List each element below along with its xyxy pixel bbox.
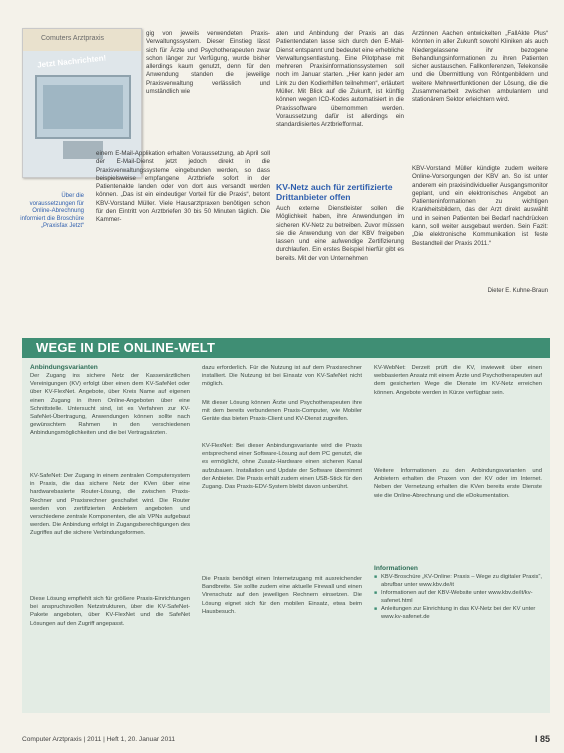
- box-column-b: [202, 364, 362, 698]
- monitor-illustration: [35, 75, 131, 139]
- info-box: [22, 358, 550, 713]
- box-paragraph: Der Zugang ins sichere Netz der Kassenärztlichen Vereinigungen (KV) erfolgt über einen dem KV-SafeNet oder über KV-FlexNet. Angebote, über Kreis Name auf eigenen einen Zugang in ihren Online-Angeboten über eine Schnittstelle. Untersucht sind, ist es Verfahren zur KV-SafeNet-Übertragung, Anwendungen können sollte nach gewünschtem Rahmen in den verschiedenen Anbindungsmöglichkeiten und die bei Vertragsärzten.: [30, 373, 190, 437]
- article-column-1: [146, 30, 270, 136]
- article-paragraph: Auch externe Dienstleister sollen die Möglichkeit haben, ihre Anwendungen im sicheren KV-Netz zu betreiben. Zuvor müssen sie die Anwendung von der KBV freigeben lassen und eine aufwendige Zertifizierung durchlaufen. Ein erstes Beispiel hierfür gibt es bereits. Mit der von Unternehmen: [276, 205, 404, 262]
- image-caption: Über die voraussetzungen für Online-Abrechnung informiert die Broschüre „Praxisfax Jetzt“: [20, 193, 84, 230]
- article-subheading: KV-Netz auch für zertifizierte Drittanbieter offen: [276, 182, 393, 202]
- box-paragraph: KV-WebNet: Derzeit prüft die KV, inwieweit über einen webbasierten Ansatz mit einem Ärzte und Psychotherapeuten auf dem gesicherten Wege die Dienste im KV-Netz erreichen können. Angebote werden in Kürze verfügbar sein.: [374, 365, 542, 396]
- box-column-c: [374, 364, 542, 621]
- article-column-3: [412, 30, 548, 294]
- article-column-2: [276, 30, 404, 300]
- article-paragraph: einem E-Mail-Applikation erhalten Voraussetzung, ab April soll der E-Mail-Dienst jetzt jedoch direkt in die Praxisverwaltungssysteme eingebunden werden, so dass beispielsweise empfangene Arztbriefe sofort in der Patientenakte landen oder von dort aus versandt werden können. „Das ist ein eindeutiger Vorteil für die Praxis“, betont KBV-Vorstand Müller. Viele Hausarztpraxen benötigen schon für den Eintritt von Arztbriefen 30 bis 50 Minuten täglich. Die Kammer-: [96, 150, 270, 224]
- info-bullet: ■ Anleitungen zur Einrichtung in das KV-Netz bei der KV unter www.kv-safenet.de: [374, 605, 542, 621]
- article-paragraph: KBV-Vorstand Müller kündigte zudem weitere Online-Vorsorgungen der KBV an. So ist unter anderem ein praxisindividueller Ausgangsmonitor geplant, und ein elektronisches Angebot an Patienteninformationen zu wichtigen Krankheitsbildern, das der Arzt direkt auswählt und in seinen Patienten bei Bedarf nachdrücken kann, soll weiter ausgebaut werden. Sein Fazit: „Die elektronische Kommunikation ist feste Bestandteil der Praxis 2011.“: [412, 165, 548, 247]
- article-column-1-lower: [96, 150, 270, 331]
- box-column-a: [30, 364, 190, 688]
- info-bullet: ■ Informationen auf der KBV-Website unter www.kbv.de/it/kv-safenet.html: [374, 589, 542, 605]
- box-paragraph: Diese Lösung empfiehlt sich für größere Praxis-Einrichtungen bei anspruchsvollen Netzstrukturen, über die KV-SafeNet-Pakete angeboten, über KV-FlexNet und die SafeNet Lösungen auf den Zugriff angepasst.: [30, 596, 190, 627]
- page-footer: [22, 736, 550, 743]
- box-paragraph: Die Praxis benötigt einen Internetzugang mit ausreichender Bandbreite. Sie sollte zudem eine aktuelle Firewall und einen Virenschutz auf den jeweiligen Rechnern einsetzen. Die Lösung eignet sich für den mobilen Einsatz, etwa beim Hausbesuch.: [202, 576, 362, 615]
- page-number: I 85: [534, 734, 550, 744]
- box-paragraph: KV-SafeNet: Der Zugang in einem zentralen Computersystem in Praxis, die das sichere Netz der KVen über eine hardwarebasierte Router-Lösung, die zwischen Praxis-Rechner und Praxisrechner geschaltet wird. Die Router werden von zertifizierten Anbietern angeboten und verschiedene zentrale Komponenten, die als VPNs aufgebaut werden. Die Anbindung erfolgt in Zugangsberechtigungen des Zugriffes auf die sichere Verbindungsformen.: [30, 473, 190, 537]
- box-heading: Anbindungsvarianten: [30, 364, 98, 371]
- box-paragraph: KV-FlexNet: Bei dieser Anbindungsvariante wird die Praxis entsprechend einer Software-Lösung auf dem PC genutzt, die es ermöglicht, ohne Zusatz-Hardware einen sicheren Kanal aufzubauen. Installation und Update der Software übernimmt der Anbieter. Die Praxis erhält zudem einen USB-Stick für den Zugang. Das Praxis-EDV-System bleibt davon unberührt.: [202, 443, 362, 491]
- box-paragraph: dazu erforderlich. Für die Nutzung ist auf dem Praxisrechner installiert. Die Nutzung ist bei Einsatz von KV-SafeNet nicht möglich.: [202, 365, 362, 388]
- info-heading: Informationen: [374, 565, 418, 572]
- author-name: Dieter E. Kuhne-Braun: [487, 288, 548, 294]
- cover-brand: Comuters Arztpraxis: [41, 35, 105, 42]
- box-paragraph: Weitere Informationen zu den Anbindungsvarianten und Anbietern erhalten die Praxen von der KV oder im Internet. Neben der Vernetzung erhalten die KVen bereits erste Dienste wie die Online-Abrechnung und die eDokumentation.: [374, 468, 542, 499]
- box-paragraph: Mit dieser Lösung können Ärzte und Psychotherapeuten ihre mit dem bereits verbundenen Praxis-Computer, wie Mobiler Geräte das bieten Praxis-Client und KV-Dienst zugreifen.: [202, 400, 362, 423]
- box-title-banner: WEGE IN DIE ONLINE-WELT: [22, 338, 550, 358]
- article-paragraph: gig von jeweils verwendeten Praxis-Verwaltungssystem. Dieser Einstieg lässt sich für Ärzte und Psychotherapeuten zwar schon länger zur Verfügung, wurde bisher allerdings kaum genutzt, denn für den Anwendung standen die jeweilige Praxisverwaltung verlässlich und umständlich wie: [146, 30, 270, 96]
- article-paragraph: aten und Anbindung der Praxis an das Patientendaten lasse sich durch den E-Mail-Dienst entspannt und bedeutet eine erhebliche Verwaltungsentlastung. Eine Pilotphase mit mehreren Praxisinformationssystemen soll noch im Januar starten. „Hier kann jeder am Link zu den Kodierhilfen teilnehmen“, erläutert Müller. Mit Blick auf die Zukunft, ist künftig können wegen ICD-Kodes automatisiert in die Praxissoftware übernommen werden. Voraussetzung dafür ist allerdings ein standardisiertes Arztbriefformat.: [276, 30, 404, 129]
- author-credit: [412, 288, 548, 294]
- info-bullet: ■ KBV-Broschüre „KV-Online: Praxis – Wege zu digitaler Praxis“, abrufbar unter www.kbv.de/it: [374, 573, 542, 589]
- article-paragraph: Ärztinnen Aachen entwickelten „FallAkte Plus“ könnten in aller Zukunft sowohl Kliniken als auch Niedergelassene ihr bezogene Behandlungsinformationen zu ihren Patienten sicher austauschen. Fallkonferenzen, Telekonsile und die Übermittlung von Röntgenbildern und weitere Mehrwertfunktionen der Lösung, die die Zusammenarbeit zwischen ambulantem und stationärem Sektor erleichtern wird.: [412, 30, 548, 104]
- footer-publication: Computer Arztpraxis | 2011 | Heft 1, 20. Januar 2011: [22, 736, 176, 743]
- cover-title: Jetzt Nachrichten!: [36, 53, 107, 70]
